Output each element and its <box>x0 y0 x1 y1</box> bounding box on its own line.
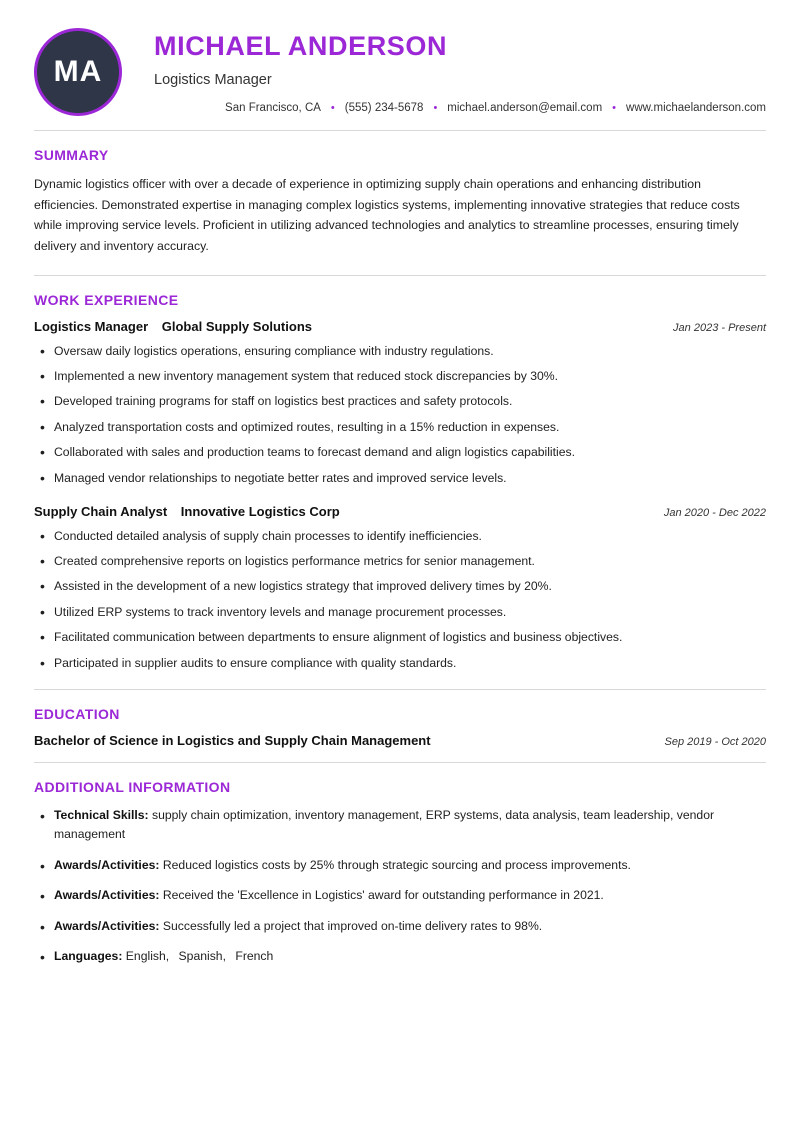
list-item <box>34 917 766 937</box>
contact-separator-icon: • <box>433 101 438 114</box>
section-title-summary: SUMMARY <box>34 147 109 163</box>
info-label: Awards/Activities: <box>54 857 160 872</box>
info-value: Reduced logistics costs by 25% through strategic sourcing and process improvements. <box>162 857 631 872</box>
section-title-education: EDUCATION <box>34 705 120 722</box>
list-item: • Analyzed transportation costs and optimized routes, resulting in a 15% reduction in expenses. <box>34 418 766 437</box>
section-additional-information <box>34 763 766 967</box>
list-item: • Collaborated with sales and production teams to forecast demand and align logistics capabilities. <box>34 443 766 462</box>
education-degree: Bachelor of Science in Logistics and Supply Chain Management <box>34 732 431 748</box>
contact-separator-icon: • <box>330 101 335 114</box>
header-job-title: Logistics Manager <box>154 71 272 88</box>
list-item-languages <box>34 947 766 967</box>
list-item: • Participated in supplier audits to ensure compliance with quality standards. <box>34 654 766 673</box>
list-item <box>34 856 766 876</box>
section-summary <box>34 131 766 257</box>
job-title-line <box>34 504 340 519</box>
job-company: Innovative Logistics Corp <box>180 503 340 519</box>
list-item: • Implemented a new inventory management system that reduced stock discrepancies by 30%. <box>34 367 766 386</box>
list-item: • Facilitated communication between departments to ensure alignment of logistics and business objectives. <box>34 628 766 647</box>
resume-header <box>34 26 766 130</box>
contact-separator-icon: • <box>612 101 617 114</box>
language-item: French <box>235 949 274 964</box>
job-entry <box>34 504 766 673</box>
avatar: MA <box>34 28 122 116</box>
list-item: • Oversaw daily logistics operations, ensuring compliance with industry regulations. <box>34 342 766 361</box>
job-role: Logistics Manager <box>34 318 149 334</box>
language-item: English, <box>125 949 170 964</box>
job-bullets <box>34 342 766 488</box>
list-item <box>34 806 766 845</box>
languages-label: Languages: <box>54 949 123 964</box>
list-item <box>34 886 766 906</box>
contact-phone[interactable]: (555) 234-5678 <box>344 101 424 114</box>
page-title: MICHAEL ANDERSON <box>154 31 448 61</box>
list-item: • Conducted detailed analysis of supply chain processes to identify inefficiencies. <box>34 527 766 546</box>
info-value: supply chain optimization, inventory management, ERP systems, data analysis, team leadership, vendor management <box>54 807 715 842</box>
list-item: • Assisted in the development of a new logistics strategy that improved delivery times by 20%. <box>34 577 766 596</box>
additional-info-list <box>34 806 766 967</box>
job-header <box>34 504 766 519</box>
info-label: Awards/Activities: <box>54 888 160 903</box>
list-item: • Utilized ERP systems to track inventory levels and manage procurement processes. <box>34 603 766 622</box>
header-text-block <box>122 26 766 114</box>
summary-text: Dynamic logistics officer with over a decade of experience in optimizing supply chain operations and enhancing distribution efficiencies. Demonstrated expertise in managing complex logistics systems, implementing innovative strategies that reduce costs while improving service levels. Proficient in utilizing advanced technologies and analytics to streamline processes, ensuring timely delivery and inventory accuracy. <box>34 177 740 253</box>
job-title-line <box>34 319 312 334</box>
language-item: Spanish, <box>178 949 226 964</box>
info-label: Technical Skills: <box>54 807 149 822</box>
section-work-experience <box>34 276 766 673</box>
contact-row <box>154 102 766 114</box>
job-entry <box>34 319 766 488</box>
contact-location: San Francisco, CA <box>225 101 321 114</box>
job-dates: Jan 2023 - Present <box>673 321 766 334</box>
info-value: Received the 'Excellence in Logistics' award for outstanding performance in 2021. <box>162 888 604 903</box>
section-title-additional-information: ADDITIONAL INFORMATION <box>34 778 231 795</box>
list-item: • Developed training programs for staff on logistics best practices and safety protocols. <box>34 392 766 411</box>
job-dates: Jan 2020 - Dec 2022 <box>663 506 766 519</box>
job-header <box>34 319 766 334</box>
contact-email[interactable]: michael.anderson@email.com <box>447 101 603 114</box>
list-item: • Created comprehensive reports on logistics performance metrics for senior management. <box>34 552 766 571</box>
education-dates: Sep 2019 - Oct 2020 <box>664 735 766 748</box>
info-value: Successfully led a project that improved on-time delivery rates to 98%. <box>162 918 543 933</box>
list-item: • Managed vendor relationships to negotiate better rates and improved service levels. <box>34 469 766 488</box>
section-education <box>34 690 766 748</box>
education-entry <box>34 733 766 748</box>
contact-website[interactable]: www.michaelanderson.com <box>626 101 766 114</box>
job-role: Supply Chain Analyst <box>34 503 168 519</box>
job-bullets <box>34 527 766 673</box>
info-label: Awards/Activities: <box>54 918 160 933</box>
section-title-work-experience: WORK EXPERIENCE <box>34 291 179 308</box>
job-company: Global Supply Solutions <box>161 318 312 334</box>
